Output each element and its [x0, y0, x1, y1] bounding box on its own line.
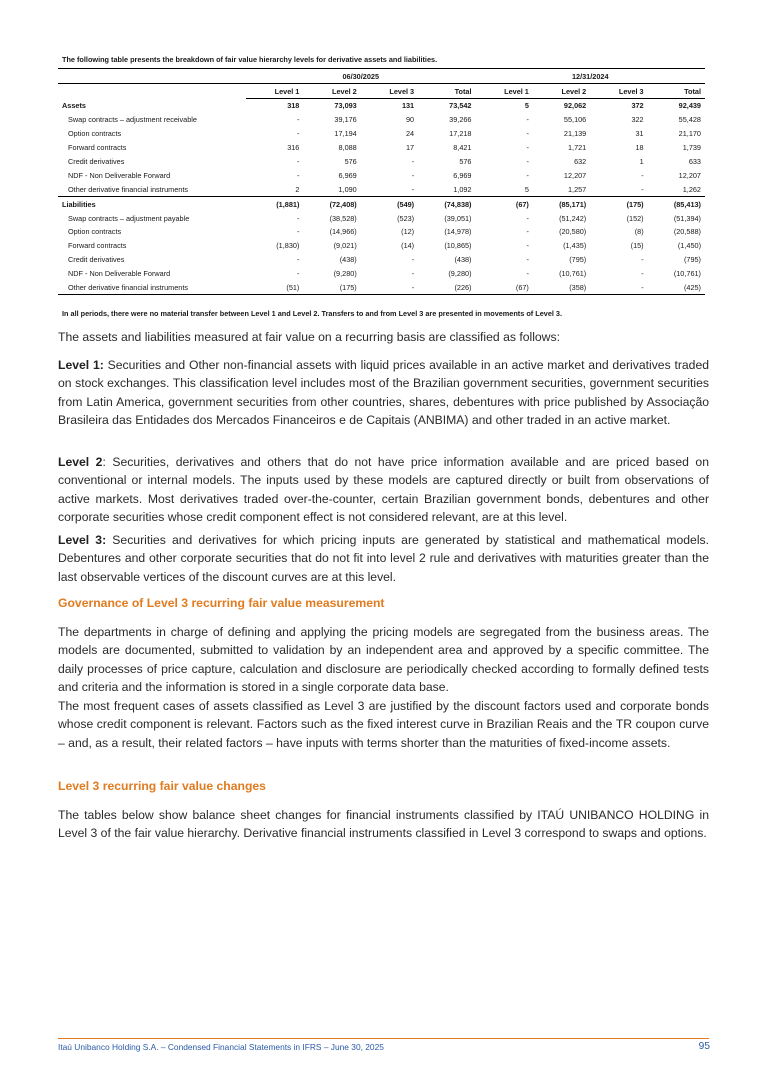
- table-cell: 633: [688, 157, 701, 166]
- table-row: [58, 253, 705, 267]
- table-cell: -: [526, 143, 529, 153]
- table-cell: (358): [533, 281, 590, 295]
- row-label: NDF - Non Deliverable Forward: [68, 170, 171, 180]
- table-cell: -: [526, 170, 529, 180]
- table-cell: -: [411, 255, 415, 265]
- table-cell: 73,542: [449, 101, 472, 111]
- table-cell: -: [526, 241, 529, 251]
- table-cell: 1,090: [338, 184, 357, 194]
- table-row: [58, 182, 705, 196]
- table-row: [58, 211, 705, 225]
- table-cell: (523): [397, 213, 415, 223]
- table-cell: -: [641, 184, 644, 194]
- table-cell: 12,207: [563, 170, 587, 180]
- table-cell: -: [526, 213, 529, 223]
- period-header: 12/31/2024: [476, 69, 706, 84]
- table-row: [58, 141, 705, 155]
- table-cell: (795): [569, 255, 587, 265]
- row-label: Forward contracts: [68, 143, 127, 153]
- table-cell: (72,408): [303, 197, 360, 211]
- table-cell: -: [526, 115, 529, 125]
- table-cell: (438): [454, 255, 472, 265]
- table-cell: 39,176: [334, 115, 357, 125]
- table-cell: (51,242): [559, 213, 587, 223]
- row-label: NDF - Non Deliverable Forward: [68, 269, 171, 279]
- level1-label: Level 1:: [58, 358, 104, 372]
- table-cell: -: [411, 157, 415, 166]
- level3-label: Level 3:: [58, 533, 107, 547]
- row-label: Option contracts: [68, 129, 122, 139]
- table-cell: (74,838): [418, 197, 475, 211]
- table-cell: -: [526, 227, 529, 237]
- table-cell: 17: [406, 143, 415, 153]
- table-cell: -: [296, 129, 300, 139]
- table-cell: 576: [459, 157, 472, 166]
- table-cell: (39,051): [444, 213, 472, 223]
- column-header: Level 2: [303, 84, 360, 99]
- table-cell: 322: [631, 115, 644, 125]
- section-row: [58, 197, 705, 211]
- column-header: Level 2: [533, 84, 590, 99]
- table-cell: (10,865): [444, 241, 472, 251]
- table-row: [58, 155, 705, 169]
- table-row: [58, 267, 705, 281]
- row-label: Credit derivatives: [68, 157, 125, 166]
- table-cell: (9,280): [333, 269, 357, 279]
- table-cell: (85,171): [533, 197, 590, 211]
- table-cell: 632: [574, 157, 587, 166]
- table-cell: -: [296, 115, 300, 125]
- column-header-row: [58, 84, 705, 99]
- table-cell: 5: [524, 101, 529, 111]
- level3-text: Securities and derivatives for which pricing inputs are generated by statistical and mathematical models. Debentures and other corporate securities that do not fit into level 2 rule and derivatives with maturities greater than the last observable vertices of the discount curves are at this level.: [58, 533, 710, 584]
- table-cell: -: [296, 213, 300, 223]
- column-header: Level 1: [476, 84, 533, 99]
- table-cell: (425): [648, 281, 705, 295]
- column-header: Level 3: [361, 84, 418, 99]
- table-cell: 1,262: [682, 184, 701, 194]
- table-cell: 17,218: [449, 129, 472, 139]
- table-cell: (10,761): [559, 269, 587, 279]
- level1-paragraph: [58, 356, 709, 430]
- table-cell: 8,421: [453, 143, 472, 153]
- level2-text: : Securities, derivatives and others that do not have price information available and are priced based on conventional or internal models. The inputs used by these models are captured directly or built from observations of active markets. Most derivatives traded over-the-counter, certain Brazilian government bonds, debentures and other corporate securities whose credit component effect is not considered relevant, are at this level.: [58, 455, 709, 525]
- table-cell: -: [296, 170, 300, 180]
- table-cell: 1,739: [682, 143, 701, 153]
- table-cell: 576: [344, 157, 357, 166]
- table-cell: (14): [401, 241, 415, 251]
- table-cell: (12): [401, 227, 415, 237]
- table-cell: 17,194: [334, 129, 357, 139]
- table-cell: (38,528): [329, 213, 357, 223]
- table-note: In all periods, there were no material transfer between Level 1 and Level 2. Transfers to and from Level 3 are presented in movements of Level 3.: [62, 309, 563, 318]
- table-cell: (67): [476, 281, 533, 295]
- table-cell: (175): [303, 281, 360, 295]
- table-cell: 372: [631, 101, 644, 111]
- table-cell: 55,106: [563, 115, 587, 125]
- table-cell: -: [526, 269, 529, 279]
- table-row: [58, 127, 705, 141]
- table-cell: 73,093: [334, 101, 357, 111]
- table-cell: (20,588): [673, 227, 701, 237]
- row-label: Swap contracts – adjustment receivable: [68, 115, 197, 125]
- table-cell: (1,830): [276, 241, 300, 251]
- row-label: Option contracts: [68, 227, 122, 237]
- table-cell: (67): [476, 197, 533, 211]
- table-row: [58, 113, 705, 127]
- table-cell: 21,139: [563, 129, 587, 139]
- table-cell: 39,266: [449, 115, 472, 125]
- table-cell: -: [526, 129, 529, 139]
- table-cell: (9,021): [333, 241, 357, 251]
- header-blank: [58, 69, 246, 84]
- table-cell: 21,170: [678, 129, 701, 139]
- table-cell: (85,413): [648, 197, 705, 211]
- table-cell: (1,881): [246, 197, 303, 211]
- table-cell: (226): [418, 281, 475, 295]
- table-cell: 1,721: [567, 143, 587, 153]
- table-cell: 12,207: [678, 170, 701, 180]
- level3-changes-paragraph: The tables below show balance sheet changes for financial instruments classified by ITAÚ UNIBANCO HOLDING in Level 3 of the fair value hierarchy. Derivative financial instruments classified in Level 3 correspond to swaps and options.: [58, 808, 709, 841]
- table-cell: 90: [406, 115, 415, 125]
- table-cell: -: [411, 170, 415, 180]
- row-label: Assets: [62, 101, 86, 111]
- row-label: Swap contracts – adjustment payable: [68, 213, 190, 223]
- table-cell: (8): [634, 227, 644, 237]
- table-cell: (1,450): [677, 241, 701, 251]
- column-header: Level 3: [590, 84, 647, 99]
- table-cell: 2: [295, 184, 300, 194]
- table-cell: 6,969: [338, 170, 357, 180]
- table-cell: 316: [287, 143, 300, 153]
- table-cell: 6,969: [453, 170, 472, 180]
- governance-paragraph-1: The departments in charge of defining and applying the pricing models are segregated from the business areas. The models are documented, submitted to validation by an independent area and approved by a specific committee. The daily processes of price capture, calculation and disclosure are periodically checked according to formally defined tests and criteria and the information is stored in a single corporate data base.: [58, 625, 709, 695]
- table-cell: 1,257: [567, 184, 587, 194]
- table-cell: 1,092: [453, 184, 472, 194]
- level2-paragraph: [58, 453, 709, 527]
- table-cell: 24: [406, 129, 415, 139]
- table-cell: -: [641, 170, 644, 180]
- table-row: [58, 225, 705, 239]
- column-header: Level 1: [246, 84, 303, 99]
- table-cell: (10,761): [673, 269, 701, 279]
- table-cell: 1: [639, 157, 644, 166]
- table-cell: -: [526, 255, 529, 265]
- table-cell: (795): [683, 255, 701, 265]
- table-intro: The following table presents the breakdown of fair value hierarchy levels for derivative assets and liabilities.: [62, 55, 438, 64]
- table-cell: -: [296, 157, 300, 166]
- row-label: Credit derivatives: [68, 255, 125, 265]
- row-label: Other derivative financial instruments: [68, 184, 189, 194]
- table-cell: (14,978): [444, 227, 472, 237]
- level1-text: Securities and Other non-financial assets with liquid prices available in an active market and derivatives traded on stock exchanges. This classification level includes most of the Brazilian government securities, government securities from Latin America, government securities from other countries, shares, debentures with price published by Associação Brasileira das Entidades dos Mercados Financeiros e de Capitais (ANBIMA) and other traded in an active market.: [58, 358, 710, 428]
- table-cell: (152): [626, 213, 644, 223]
- governance-heading: Governance of Level 3 recurring fair value measurement: [58, 596, 385, 610]
- table-cell: 18: [635, 143, 644, 153]
- table-row: [58, 168, 705, 182]
- level3-paragraph: [58, 531, 709, 586]
- footer-text: Itaú Unibanco Holding S.A. – Condensed Financial Statements in IFRS – June 30, 2025: [58, 1042, 384, 1052]
- period-header-row: [58, 69, 705, 84]
- row-label: Liabilities: [58, 197, 246, 211]
- table-cell: -: [411, 269, 415, 279]
- page-number: 95: [698, 1041, 710, 1052]
- column-header: Total: [418, 84, 475, 99]
- row-label: Forward contracts: [68, 241, 127, 251]
- table-cell: -: [411, 184, 415, 194]
- table-cell: -: [296, 227, 300, 237]
- table-cell: 131: [401, 101, 415, 111]
- column-header: Total: [648, 84, 705, 99]
- classification-intro: The assets and liabilities measured at fair value on a recurring basis are classified as follows:: [58, 330, 560, 344]
- table-cell: 5: [524, 184, 529, 194]
- table-cell: -: [590, 281, 647, 295]
- table-cell: 55,428: [678, 115, 701, 125]
- table-cell: (14,966): [329, 227, 357, 237]
- governance-paragraph-2: The most frequent cases of assets classified as Level 3 are justified by the discount factors used and corporate bonds whose credit component is relevant. Factors such as the fixed interest curve in Brazilian Reais and the TR coupon curve – and, as a result, their related factors – have inputs with terms shorter than the maturities of fixed-income assets.: [58, 699, 709, 750]
- table-cell: 92,062: [563, 101, 587, 111]
- table-cell: (438): [339, 255, 357, 265]
- table-row: [58, 281, 705, 295]
- table-cell: (20,580): [559, 227, 587, 237]
- section-row: [58, 99, 705, 113]
- table-cell: 318: [287, 101, 300, 111]
- table-cell: -: [526, 157, 529, 166]
- header-blank: [58, 84, 246, 99]
- table-cell: (51,394): [673, 213, 701, 223]
- table-cell: -: [641, 255, 644, 265]
- table-cell: 8,088: [338, 143, 357, 153]
- period-header: 06/30/2025: [246, 69, 476, 84]
- table-cell: (51): [246, 281, 303, 295]
- table-cell: 92,439: [678, 101, 701, 111]
- footer-divider: [58, 1038, 709, 1039]
- table-cell: (1,435): [563, 241, 587, 251]
- table-cell: (549): [361, 197, 418, 211]
- level2-label: Level 2: [58, 455, 103, 469]
- level3-changes-heading: Level 3 recurring fair value changes: [58, 779, 266, 793]
- table-cell: (175): [590, 197, 647, 211]
- table-cell: (9,280): [448, 269, 472, 279]
- table-row: [58, 239, 705, 253]
- table-cell: -: [361, 281, 418, 295]
- table-cell: (15): [630, 241, 644, 251]
- table-cell: -: [296, 269, 300, 279]
- row-label: Other derivative financial instruments: [58, 281, 246, 295]
- table-cell: -: [296, 255, 300, 265]
- table-cell: 31: [635, 129, 644, 139]
- fair-value-hierarchy-table: [58, 68, 705, 295]
- table-cell: -: [641, 269, 644, 279]
